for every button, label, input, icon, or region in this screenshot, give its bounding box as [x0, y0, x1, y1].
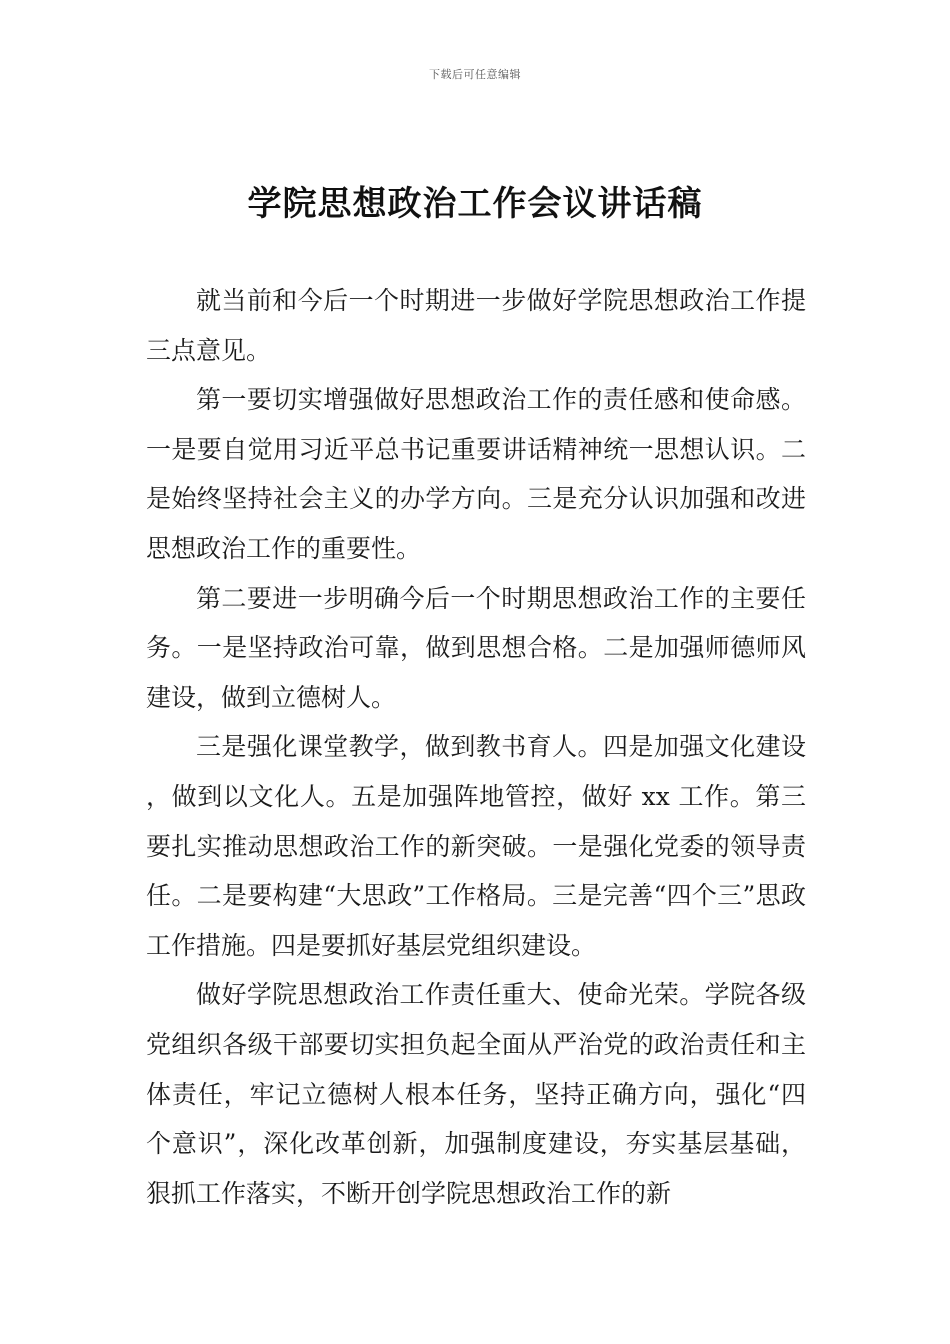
document-title: 学院思想政治工作会议讲话稿 — [247, 184, 703, 224]
paragraph-2: 第一要切实增强做好思想政治工作的责任感和使命感。一是要自觉用习近平总书记重要讲话精神统一思想认识。二是始终坚持社会主义的办学方向。三是充分认识加强和改进思想政治工作的重要性。 — [146, 385, 806, 563]
paragraph-5: 做好学院思想政治工作责任重大、使命光荣。学院各级党组织各级干部要切实担负起全面从严治党的政治责任和主体责任，牢记立德树人根本任务，坚持正确方向，强化“四个意识”，深化改革创新，加强制度建设，夯实基层基础，狠抓工作落实，不断开创学院思想政治工作的新 — [146, 980, 806, 1208]
document-body — [146, 276, 806, 1218]
paragraph-4: 三是强化课堂教学，做到教书育人。四是加强文化建设，做到以文化人。五是加强阵地管控，做好 xx 工作。第三要扎实推动思想政治工作的新突破。一是强化党委的领导责任。二是要构建“大思政”工作格局。三是完善“四个三”思政工作措施。四是要抓好基层党组织建设。 — [146, 732, 806, 960]
paragraph-1: 就当前和今后一个时期进一步做好学院思想政治工作提三点意见。 — [146, 286, 806, 365]
paragraph-3: 第二要进一步明确今后一个时期思想政治工作的主要任务。一是坚持政治可靠，做到思想合格。二是加强师德师风建设，做到立德树人。 — [146, 583, 806, 712]
header-note: 下载后可任意编辑 — [429, 68, 521, 81]
